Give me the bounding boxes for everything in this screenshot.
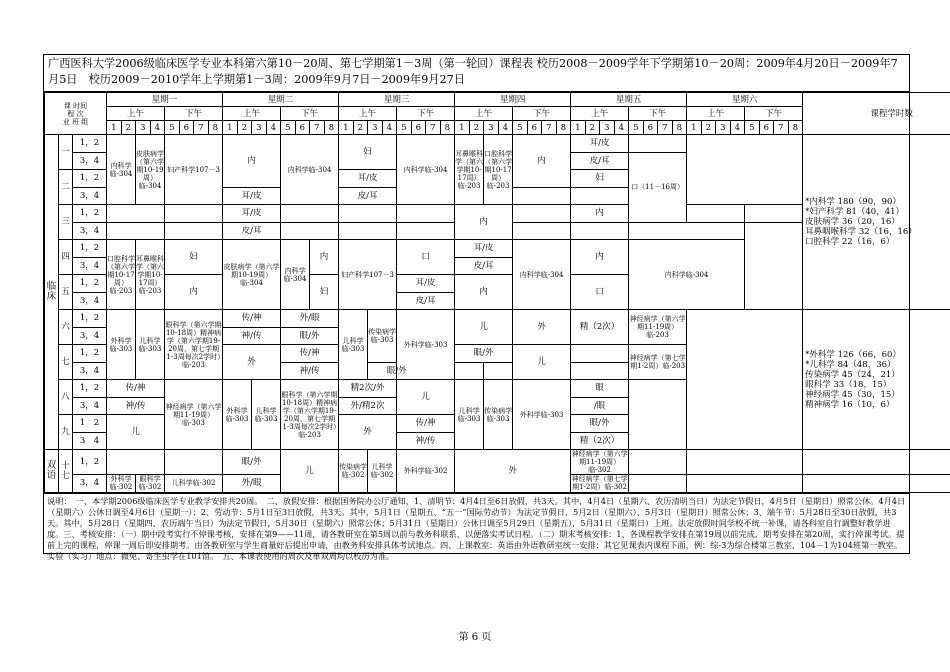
- table-cell: 下午: [165, 107, 223, 121]
- table-cell: 7: [542, 121, 557, 135]
- schedule-cell: 神经病学（第六学期11-19周）临-203: [629, 310, 687, 345]
- table-cell: [513, 222, 571, 240]
- table-cell: [629, 135, 687, 153]
- table-cell: [281, 205, 339, 223]
- notes-text: 说明： 一、本学期2006级临床医学专业教学安排共20周。 二、放假安排：根据国务院办公厅通知，1、清明节：4月4日至6日放假，共3天。其中，4月4日（星期六、农历清明当日）为法定节假日，4月5日（星期日）照常公休。4月4日（星期六）公休日调至4月6日（星期一）；2、劳动节：5月1日至3日放假，共3天。其中，5月1日（星期五、“五一”国际劳动节）为法定节假日，5月2日（星期六）、5月3日（星期日）照常公休；3、端午节：5月28日至30日放假，共3天。其中，5月28日（星期四、农历端午当日）为法定节假日，5月30日（星期六）照常公休；5月31日（星期日）公休日调至5月29日（星期五），5月31日（星期日）上班。法定放假时间学校不统一补课，请各科室自行调整好教学进度。三、考核安排：（一）期中段考实行不停课考核，安排在第9——11周，请各教研室在第5周以前与教务科联系，以便落实考试日程。（二）期末考核安排：1、各课程教学安排在第19周以前完成，期考安排在第20周，实行停课考试。提前上完的课程，停课一周后即安排期考。由各教研室与学生商量好后提出申请，由教务科安排具体考试地点。四、上课教室：英语由外语教研室统一安排；其它见课表内课程下面，例：综-3为综合楼第三教室，104－1为104班第一教室。实验（实习）地点：微免、寄生虫学在101馆。 五、本课表使用的周次及单双周均以校历为准。: [44, 493, 909, 553]
- table-cell: 上午: [107, 107, 165, 121]
- schedule-cell: 内科学临-304: [107, 135, 136, 205]
- table-cell: 3: [600, 121, 615, 135]
- table-cell: [687, 135, 803, 205]
- schedule-cell: 皮/耳: [455, 257, 513, 275]
- table-cell: [803, 450, 950, 475]
- table-cell: 1: [339, 121, 354, 135]
- table-cell: 3: [716, 121, 731, 135]
- schedule-cell: /眼: [571, 397, 629, 415]
- schedule-cell: 眼科学（第六学期10-18周）精神病学（第六学期19-20周，第七学期1-3周每次2学时）临-203: [281, 380, 339, 450]
- table-cell: [571, 345, 629, 363]
- schedule-cell: 神经病学（第六学期11-19周）临-303: [165, 380, 223, 450]
- table-cell: 1，2: [73, 240, 107, 258]
- table-cell: 1，2: [73, 275, 107, 293]
- day-header-sat: 星期六: [687, 93, 803, 107]
- table-cell: 3: [368, 121, 383, 135]
- group-label: 八: [59, 380, 73, 415]
- schedule-cell: 内科学临-304: [281, 135, 339, 205]
- table-cell: 4: [266, 121, 281, 135]
- table-cell: 下午: [629, 107, 687, 121]
- table-cell: 3，4: [73, 362, 107, 380]
- schedule-cell: 传/神: [107, 380, 165, 398]
- table-cell: 6: [295, 121, 310, 135]
- schedule-cell: 传/神: [223, 310, 281, 328]
- table-cell: 3，4: [73, 397, 107, 415]
- table-row: [45, 450, 950, 475]
- schedule-cell: 内: [223, 135, 281, 188]
- schedule-cell: 耳/皮: [339, 170, 397, 188]
- table-cell: 7: [426, 121, 441, 135]
- schedule-cell: 妇产科学107－3: [339, 240, 397, 310]
- day-header-thu: 星期四: [455, 93, 571, 107]
- schedule-cell: 外科学临-303: [397, 310, 455, 380]
- schedule-cell: 内: [455, 275, 513, 310]
- group-label: 一: [59, 135, 73, 170]
- table-cell: [629, 475, 687, 493]
- schedule-cell: 内: [455, 205, 513, 240]
- schedule-cell: 儿科学临-302: [368, 450, 397, 493]
- schedule-cell: 外/精2次: [339, 397, 397, 415]
- schedule-cell: 内: [165, 275, 223, 310]
- schedule-cell: 儿科学临-303: [339, 310, 368, 380]
- schedule-cell: 内科学临-304: [281, 240, 310, 310]
- table-cell: 1，2: [73, 135, 107, 153]
- table-cell: 1: [571, 121, 586, 135]
- table-cell: 1，2: [73, 310, 107, 328]
- group-label: 四: [59, 240, 73, 275]
- hours-block-1: *内科学 180（90，90） *妇产科学 81（40，41） 皮肤病学 36（20，16） 耳鼻咽喉科学 32（16，16） 口腔科学 22（16，6）: [803, 135, 950, 310]
- table-cell: 1，2: [73, 170, 107, 188]
- schedule-cell: 儿科学临-302: [165, 475, 223, 493]
- schedule-cell: 外科学临-302: [107, 475, 136, 493]
- table-cell: 5: [281, 121, 296, 135]
- table-cell: 1，2: [73, 450, 107, 475]
- table-cell: 4: [382, 121, 397, 135]
- table-cell: [513, 187, 571, 205]
- table-cell: [165, 450, 223, 475]
- group-label: 七: [59, 345, 73, 380]
- table-row: [45, 310, 950, 328]
- table-cell: [571, 222, 629, 240]
- table-cell: 2: [585, 121, 600, 135]
- schedule-cell: 内科学临-304: [513, 240, 571, 310]
- schedule-cell: 外科学临-303: [223, 380, 252, 450]
- schedule-cell: 外科学临-303: [107, 310, 136, 380]
- table-cell: 3，4: [73, 152, 107, 170]
- table-cell: 1: [223, 121, 238, 135]
- schedule-cell: 神/传: [281, 362, 339, 380]
- table-cell: 3: [136, 121, 151, 135]
- schedule-cell: 眼科学（第六学期10-18周）精神病学（第六学期19-20周，第七学期1-3周每次2学时）临-203: [165, 310, 223, 380]
- schedule-cell: 口腔科学（第六学期10-17周）临-203: [107, 240, 136, 310]
- table-cell: 3，4: [73, 475, 107, 493]
- schedule-cell: 外: [455, 450, 571, 493]
- table-cell: 7: [194, 121, 209, 135]
- schedule-cell: 传/神: [397, 415, 455, 433]
- side-clinical: 临床: [45, 135, 59, 450]
- schedule-cell: 儿: [455, 310, 513, 345]
- schedule-cell: 传染病学临-302: [339, 450, 368, 493]
- schedule-cell: 皮/耳: [223, 222, 281, 240]
- table-cell: 5: [513, 121, 528, 135]
- group-label: 五: [59, 275, 73, 310]
- schedule-cell: 妇产科学107－3: [165, 135, 223, 205]
- table-cell: 1 2: [73, 415, 107, 433]
- schedule-cell: 精2次/外: [339, 380, 397, 398]
- schedule-table: [44, 92, 950, 493]
- day-header-mon: 星期一: [107, 93, 223, 107]
- table-cell: 6: [527, 121, 542, 135]
- group-label: 十七: [59, 450, 73, 493]
- table-cell: 7: [774, 121, 789, 135]
- schedule-cell: 耳/皮: [397, 275, 455, 293]
- schedule-cell: 口腔科学（第六学期10-17周）临-203: [484, 135, 513, 205]
- table-cell: 3，4: [73, 257, 107, 275]
- schedule-cell: 神经病学（第六学期11-19周）临-302: [571, 450, 628, 474]
- schedule-cell: 内: [310, 240, 339, 275]
- schedule-cell: 眼: [571, 380, 629, 398]
- table-cell: 3，4: [73, 187, 107, 205]
- schedule-cell: 皮肤病学（第六学期10-19周）临-304: [136, 135, 165, 205]
- table-cell: 5: [745, 121, 760, 135]
- schedule-cell: 外/眼: [281, 310, 339, 328]
- schedule-cell: 儿: [281, 450, 339, 493]
- table-cell: 3，4: [73, 327, 107, 345]
- table-cell: 3 4: [73, 432, 107, 450]
- group-label: 三: [59, 205, 73, 240]
- table-cell: [484, 362, 542, 380]
- schedule-cell: 内: [571, 240, 629, 275]
- table-cell: 4: [730, 121, 745, 135]
- table-cell: [803, 475, 950, 493]
- schedule-cell: 内科学临-304: [397, 135, 455, 205]
- table-cell: [165, 222, 223, 240]
- schedule-cell: 精（2次）: [571, 432, 629, 450]
- group-label: 九: [59, 415, 73, 450]
- table-cell: [687, 205, 745, 223]
- schedule-cell: 耳/皮: [223, 205, 281, 223]
- table-cell: [629, 450, 687, 475]
- table-cell: 2: [469, 121, 484, 135]
- table-cell: 5: [165, 121, 180, 135]
- table-cell: [165, 205, 223, 223]
- schedule-cell: 外: [513, 310, 571, 345]
- schedule-cell: 皮/耳: [339, 187, 397, 205]
- table-cell: 6: [179, 121, 194, 135]
- table-cell: 1: [107, 121, 122, 135]
- schedule-cell: 儿科学临-303: [252, 380, 281, 450]
- table-cell: [397, 205, 455, 223]
- schedule-cell: 皮/耳: [397, 292, 455, 310]
- table-cell: [687, 310, 803, 450]
- table-cell: [107, 205, 165, 223]
- table-cell: 上午: [223, 107, 281, 121]
- table-cell: 6: [643, 121, 658, 135]
- table-cell: 上午: [687, 107, 745, 121]
- schedule-cell: 眼/外: [281, 327, 339, 345]
- schedule-cell: 儿科学临-303: [136, 310, 165, 380]
- table-cell: [629, 222, 745, 240]
- day-header-tue: 星期二: [223, 93, 339, 107]
- schedule-cell: 眼/外: [368, 362, 426, 380]
- table-cell: 6: [759, 121, 774, 135]
- schedule-cell: 口: [397, 240, 455, 275]
- table-cell: 下午: [513, 107, 571, 121]
- schedule-cell: 口（11－16周）: [629, 152, 687, 222]
- table-cell: 1，2: [73, 345, 107, 363]
- table-cell: 1，2: [73, 380, 107, 398]
- schedule-cell: 儿: [513, 345, 571, 380]
- table-cell: [339, 205, 397, 223]
- table-cell: 下午: [745, 107, 803, 121]
- table-cell: [107, 450, 165, 475]
- schedule-cell: 耳/皮: [455, 240, 513, 258]
- table-cell: [687, 450, 803, 475]
- table-cell: 8: [672, 121, 687, 135]
- schedule-cell: 儿: [107, 415, 165, 450]
- table-cell: 8: [324, 121, 339, 135]
- timetable-sheet: [43, 54, 917, 561]
- schedule-cell: 妇: [339, 135, 397, 170]
- schedule-cell: 耳鼻喉科学（第六学期10-17周）临-203: [455, 135, 484, 205]
- schedule-cell: 眼/外: [571, 415, 629, 433]
- schedule-cell: 耳/皮: [571, 135, 629, 153]
- table-cell: 上午: [455, 107, 513, 121]
- group-label: 二: [59, 170, 73, 205]
- schedule-cell: 眼/外: [223, 450, 281, 475]
- schedule-cell: 内: [571, 205, 629, 223]
- schedule-cell: 儿科学临-303: [455, 380, 484, 450]
- schedule-cell: 外/眼: [223, 475, 281, 493]
- table-cell: [107, 222, 165, 240]
- table-cell: 6: [411, 121, 426, 135]
- table-cell: 7: [310, 121, 325, 135]
- table-cell: 上午: [571, 107, 629, 121]
- table-cell: 1，2: [73, 205, 107, 223]
- group-label: 六: [59, 310, 73, 345]
- schedule-cell: 传染病学临-303: [368, 310, 397, 363]
- schedule-cell: 外: [223, 345, 281, 380]
- table-cell: [281, 222, 339, 240]
- schedule-cell: 外科学临-303: [513, 380, 571, 450]
- day-header-fri: 星期五: [571, 93, 687, 107]
- schedule-cell: 妇: [165, 240, 223, 275]
- table-cell: 5: [629, 121, 644, 135]
- schedule-cell: 传染病学临-303: [484, 380, 513, 450]
- page-title: 广西医科大学2006级临床医学专业本科第六第10－20周、第七学期第1－3周（第一轮回）课程表 校历2008－2009学年下学期第10－20周：2009年4月20日－2009年7月5日 校历2009－2010学年上学期第1－3周：2009年9月7日－2009年9月27日: [44, 55, 909, 92]
- table-cell: 3: [484, 121, 499, 135]
- table-cell: [455, 362, 484, 380]
- table-cell: [339, 222, 397, 240]
- side-bilingual: 双语: [45, 450, 59, 493]
- schedule-cell: 皮肤病学（第六学期10-19周）临-304: [223, 240, 281, 310]
- table-cell: 3，4: [73, 222, 107, 240]
- table-cell: 8: [556, 121, 571, 135]
- table-cell: 2: [701, 121, 716, 135]
- schedule-cell: 耳鼻喉科学（第六学期10-17周）临-203: [136, 240, 165, 310]
- schedule-cell: 眼科学临-302: [136, 475, 165, 493]
- schedule-cell: 外科学临-302: [397, 450, 455, 493]
- schedule-cell: 神/传: [107, 397, 165, 415]
- table-cell: 1: [687, 121, 702, 135]
- table-cell: 1: [455, 121, 470, 135]
- hours-column-header: 课程学时数: [803, 93, 950, 135]
- page-number: 第 6 页: [458, 632, 492, 643]
- table-cell: 8: [208, 121, 223, 135]
- schedule-cell: 外: [339, 415, 397, 450]
- table-cell: 下午: [281, 107, 339, 121]
- schedule-cell: 耳/皮: [223, 187, 281, 205]
- day-header-wed: 星期三: [339, 93, 455, 107]
- table-cell: 5: [397, 121, 412, 135]
- schedule-cell: 神/传: [223, 327, 281, 345]
- table-cell: 4: [498, 121, 513, 135]
- table-cell: 4: [150, 121, 165, 135]
- table-cell: 下午: [397, 107, 455, 121]
- schedule-cell: 神/传: [397, 432, 455, 450]
- schedule-cell: 眼/外: [455, 345, 513, 363]
- table-cell: 上午: [339, 107, 397, 121]
- table-cell: 3: [252, 121, 267, 135]
- schedule-cell: 儿: [397, 380, 455, 415]
- table-cell: [513, 205, 571, 223]
- schedule-cell: 传/神: [281, 345, 339, 363]
- table-cell: 3，4: [73, 292, 107, 310]
- schedule-cell: 精（2次）: [571, 310, 629, 345]
- schedule-cell: 内: [513, 135, 571, 188]
- table-cell: 2: [353, 121, 368, 135]
- table-cell: 8: [788, 121, 803, 135]
- schedule-cell: 妇: [571, 170, 629, 188]
- table-row: [45, 135, 950, 153]
- schedule-cell: 神经病学（第七学期1-2周）临-302: [571, 475, 628, 492]
- table-cell: [397, 222, 455, 240]
- table-cell: 2: [121, 121, 136, 135]
- table-cell: [687, 475, 803, 493]
- table-cell: 8: [440, 121, 455, 135]
- schedule-cell: 神经病学（第七学期1-2周）临-203: [629, 345, 687, 380]
- schedule-cell: 口: [571, 275, 629, 310]
- corner-header: 课 时间 程 次 业 班 组: [45, 93, 107, 135]
- schedule-cell: 妇: [310, 275, 339, 310]
- table-cell: 2: [237, 121, 252, 135]
- schedule-cell: 内科学临-304: [629, 240, 745, 310]
- hours-block-2: *外科学 126（66，60） *儿科学 84（48，36） 传染病学 45（24，21） 眼科学 33（18，15） 神经病学 45（30，15） 精神病学 16（10，6）: [803, 310, 950, 450]
- table-cell: 4: [614, 121, 629, 135]
- schedule-cell: 皮/耳: [571, 152, 629, 170]
- table-cell: 7: [658, 121, 673, 135]
